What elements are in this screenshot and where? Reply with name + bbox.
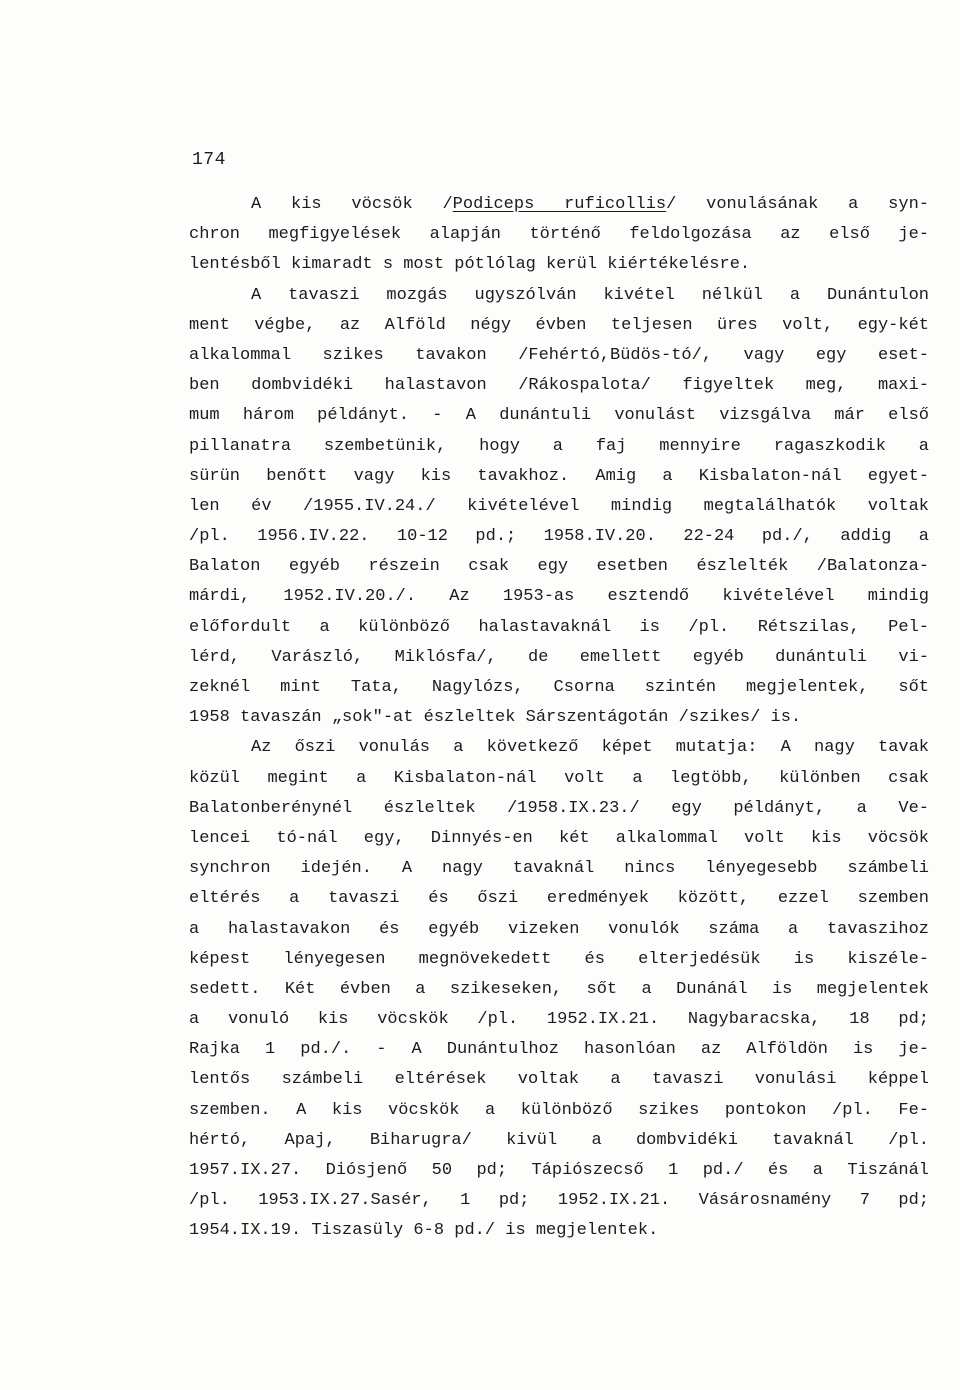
text-line: márdi, 1952.IV.20./. Az 1953-as esztendő kivételével mindig: [189, 587, 929, 607]
species-name: Podiceps ruficollis: [452, 195, 667, 214]
text-line: Rajka 1 pd./. - A Dunántulhoz hasonlóan az Alföldön is je-: [189, 1040, 929, 1060]
text-line: lencei tó-nál egy, Dinnyés-en két alkalommal volt kis vöcsök: [189, 828, 929, 848]
text-line: mum három példányt. - A dunántuli vonulást vizsgálva már első: [189, 406, 929, 426]
text-line: /pl. 1953.IX.27.Sasér, 1 pd; 1952.IX.21. Vásárosnamény 7 pd;: [189, 1191, 929, 1211]
body-text: [189, 190, 929, 1247]
text-line: zeknél mint Tata, Nagylózs, Csorna szintén megjelentek, sőt: [189, 678, 929, 697]
text-line: A tavaszi mozgás ugyszólván kivétel nélkül a Dunántulon: [251, 285, 929, 305]
text-line: lérd, Varászló, Miklósfa/, de emellett egyéb dunántuli vi-: [189, 647, 929, 667]
text-line: [189, 190, 929, 220]
text-line: chron megfigyelések alapján történő feldolgozása az első je-: [189, 225, 929, 245]
text-line: a vonuló kis vöcskök /pl. 1952.IX.21. Nagybaracska, 18 pd;: [189, 1010, 929, 1030]
text-line-end: / vonulásának a syn-: [666, 195, 929, 214]
text-line: lentésből kimaradt s most pótlólag kerül kiértékelésre.: [189, 255, 751, 275]
text-line: lentős számbeli eltérések voltak a tavaszi vonulási képpel: [189, 1070, 929, 1090]
text-line: a halastavakon és egyéb vizeken vonulók száma a tavaszihoz: [189, 919, 929, 939]
text-line: szemben. A kis vöcskök a különböző szikes pontokon /pl. Fe-: [189, 1100, 929, 1120]
text-line: Balaton egyéb részein csak egy esetben észlelték /Balatonza-: [189, 557, 929, 577]
text-line: len év /1955.IV.24./ kivételével mindig megtalálhatók voltak: [189, 496, 929, 516]
text-line: sürün benőtt vagy kis tavakhoz. Amig a Kisbalaton-nál egyet-: [189, 466, 929, 486]
text-line: hértó, Apaj, Biharugra/ kivül a dombvidéki tavaknál /pl.: [189, 1130, 929, 1150]
text-line: előfordult a különböző halastavaknál is /pl. Rétszilas, Pel-: [189, 617, 929, 637]
text-line: 1954.IX.19. Tiszasüly 6-8 pd./ is megjelentek.: [189, 1221, 659, 1241]
text-line: pillanatra szembetünik, hogy a faj mennyire ragaszkodik a: [189, 436, 929, 456]
page-number: 174: [192, 150, 226, 170]
text-line: közül megint a Kisbalaton-nál volt a legtöbb, különben csak: [189, 768, 929, 788]
text-line: Az őszi vonulás a következő képet mutatja: A nagy tavak: [251, 738, 929, 758]
text-line: ben dombvidéki halastavon /Rákospalota/ figyeltek meg, maxi-: [189, 376, 929, 396]
text-line: alkalommal szikes tavakon /Fehértó,Büdös-tó/, vagy egy eset-: [189, 345, 929, 365]
text-line: 1957.IX.27. Diósjenő 50 pd; Tápiószecső 1 pd./ és a Tiszánál: [189, 1161, 929, 1180]
text-line: Balatonberénynél észleltek /1958.IX.23./ egy példányt, a Ve-: [189, 798, 929, 818]
text-line: sedett. Két évben a szikeseken, sőt a Dunánál is megjelentek: [189, 979, 929, 999]
text-line: 1958 tavaszán „sok"-at észleltek Sárszentágotán /szikes/ is.: [189, 708, 802, 728]
text-line: synchron idején. A nagy tavaknál nincs lényegesebb számbeli: [189, 859, 929, 879]
text-line: /pl. 1956.IV.22. 10-12 pd.; 1958.IV.20. 22-24 pd./, addig a: [189, 527, 929, 547]
text-line-start: A kis vöcsök /: [251, 195, 453, 214]
text-line: képest lényegesen megnövekedett és elterjedésük is kiszéle-: [189, 949, 929, 969]
text-line: ment végbe, az Alföld négy évben teljesen üres volt, egy-két: [189, 315, 929, 335]
text-line: eltérés a tavaszi és őszi eredmények között, ezzel szemben: [189, 889, 929, 909]
